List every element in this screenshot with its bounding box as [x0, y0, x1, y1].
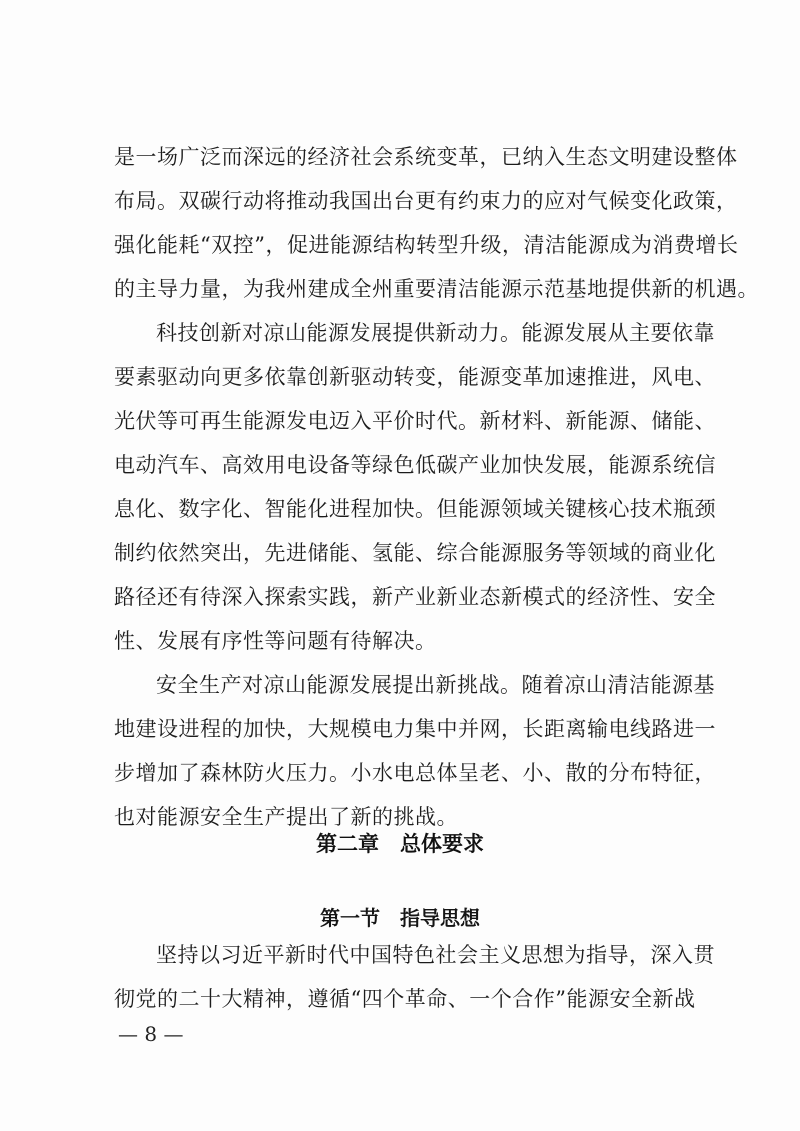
- paragraph-3-line-2: 地建设进程的加快，大规模电力集中并网，长距离输电线路进一: [114, 717, 716, 741]
- paragraph-1-line-3: 强化能耗“双控”，促进能源结构转型升级，清洁能源成为消费增长: [114, 233, 739, 257]
- paragraph-1-line-4: 的主导力量，为我州建成全州重要清洁能源示范基地提供新的机遇。: [114, 277, 759, 301]
- paragraph-1-line-2: 布局。双碳行动将推动我国出台更有约束力的应对气候变化政策，: [114, 189, 738, 213]
- page-number: — 8 —: [118, 1022, 184, 1046]
- paragraph-2-line-3: 光伏等可再生能源发电迈入平价时代。新材料、新能源、储能、: [114, 409, 716, 433]
- paragraph-2-line-4: 电动汽车、高效用电设备等绿色低碳产业加快发展，能源系统信: [114, 453, 716, 477]
- paragraph-2-line-2: 要素驱动向更多依靠创新驱动转变，能源变革加速推进，风电、: [114, 365, 716, 389]
- paragraph-2-line-8: 性、发展有序性等问题有待解决。: [114, 629, 437, 653]
- paragraph-3-line-3: 步增加了森林防火压力。小水电总体呈老、小、散的分布特征，: [114, 761, 716, 785]
- paragraph-2-line-7: 路径还有待深入探索实践，新产业新业态新模式的经济性、安全: [114, 585, 716, 609]
- paragraph-3-line-1: 安全生产对凉山能源发展提出新挑战。随着凉山清洁能源基: [156, 673, 715, 697]
- section-heading: 第一节 指导思想: [320, 906, 480, 930]
- paragraph-2-line-6: 制约依然突出，先进储能、氢能、综合能源服务等领域的商业化: [114, 541, 716, 565]
- paragraph-3-line-4: 也对能源安全生产提出了新的挑战。: [114, 805, 458, 829]
- paragraph-4-line-2: 彻党的二十大精神，遵循“四个革命、一个合作”能源安全新战: [114, 987, 696, 1011]
- paragraph-1-line-1: 是一场广泛而深远的经济社会系统变革，已纳入生态文明建设整体: [114, 145, 738, 169]
- paragraph-2-line-5: 息化、数字化、智能化进程加快。但能源领域关键核心技术瓶颈: [114, 497, 716, 521]
- paragraph-4-line-1: 坚持以习近平新时代中国特色社会主义思想为指导，深入贯: [156, 943, 715, 967]
- chapter-heading: 第二章 总体要求: [316, 832, 484, 856]
- paragraph-2-line-1: 科技创新对凉山能源发展提供新动力。能源发展从主要依靠: [156, 321, 715, 345]
